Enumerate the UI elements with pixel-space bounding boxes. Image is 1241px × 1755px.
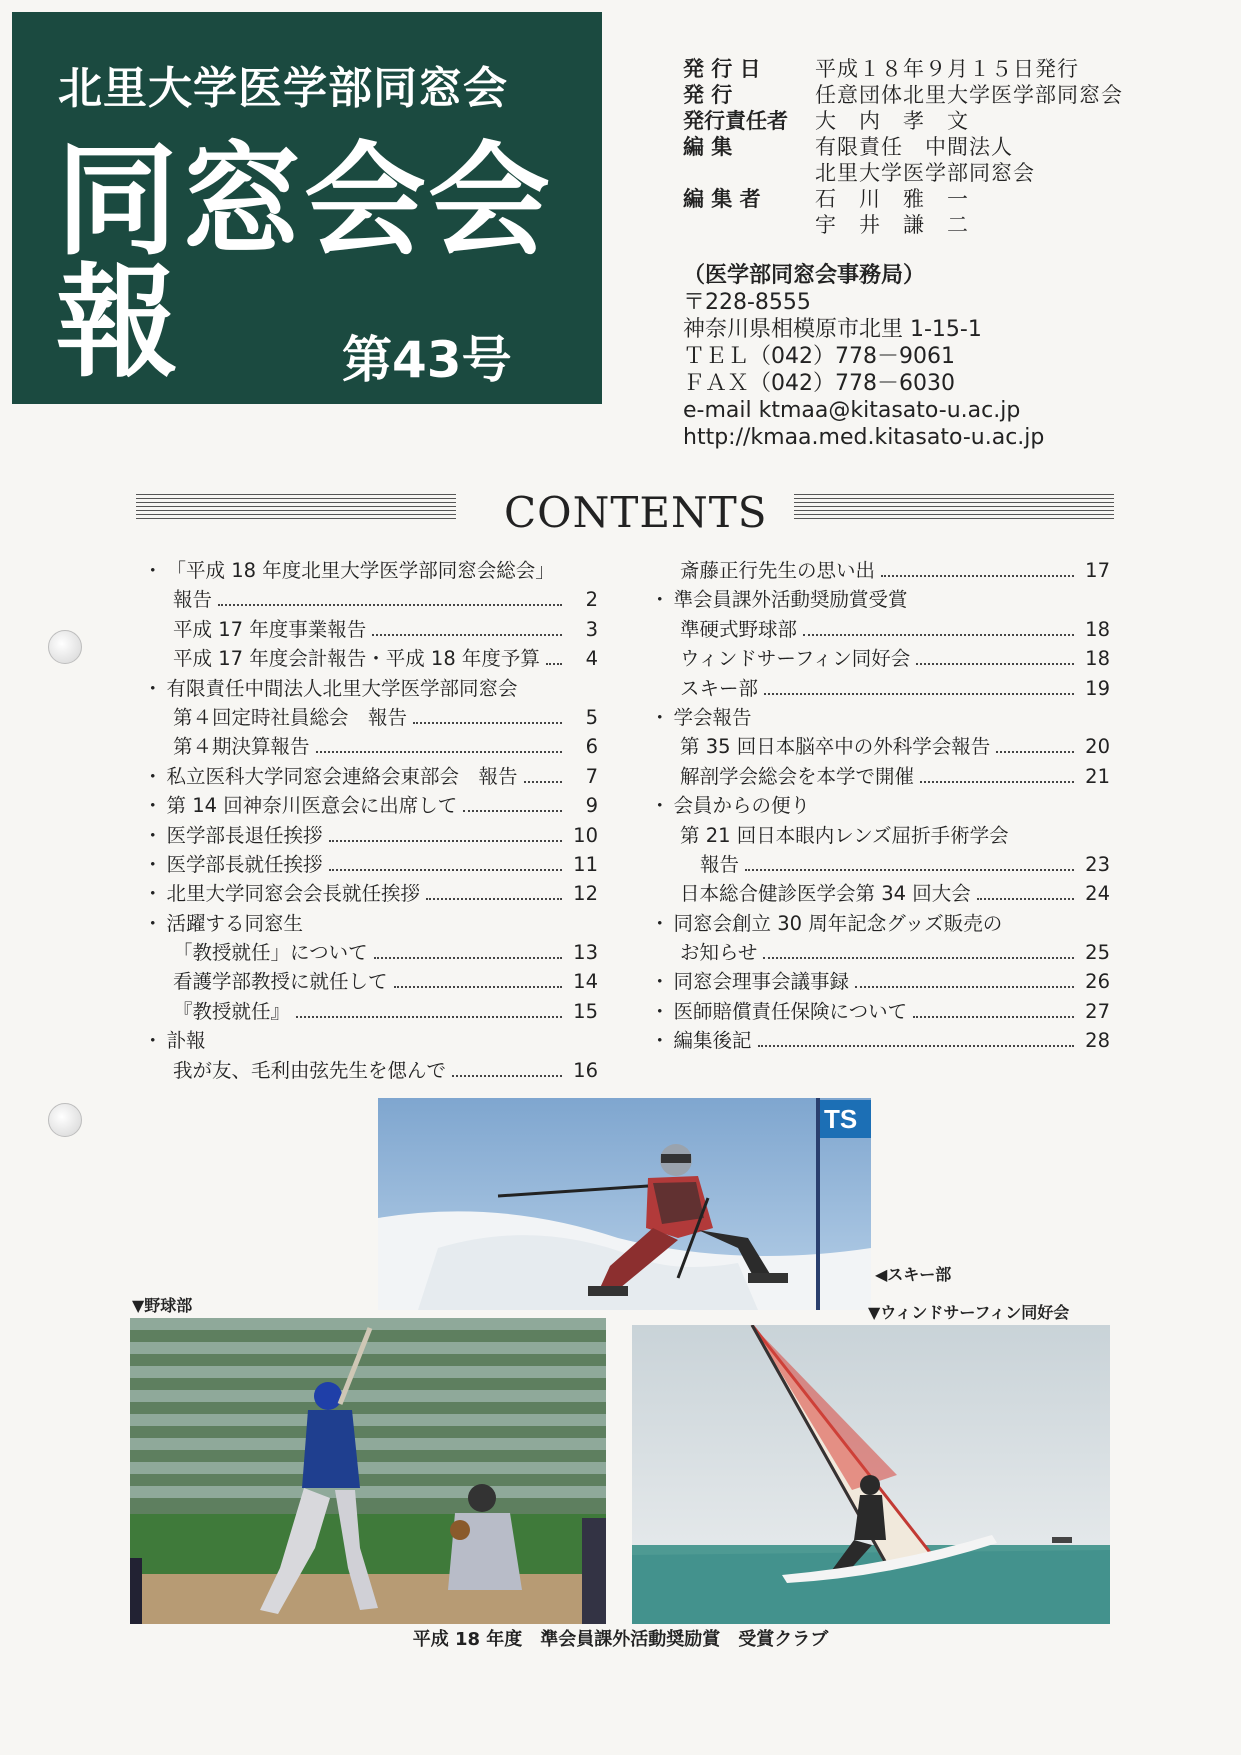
issue-number: 第43号 xyxy=(342,331,512,389)
toc-item[interactable] xyxy=(650,761,1110,790)
toc-item-title xyxy=(700,849,739,877)
toc-item-title xyxy=(167,878,421,906)
toc-item-text: 看護学部教授に就任して xyxy=(173,970,388,994)
toc-page-number: 28 xyxy=(1085,1029,1110,1053)
toc-page-number: 9 xyxy=(585,794,598,818)
toc-item[interactable] xyxy=(650,584,1110,613)
toc-item[interactable] xyxy=(143,1055,598,1084)
toc-leader-dots xyxy=(758,1045,1074,1047)
toc-item-text: 「平成 18 年度北里大学医学部同窓会総会」 xyxy=(166,559,555,582)
toc-item-title xyxy=(680,614,797,642)
toc-leader-dots xyxy=(920,781,1074,783)
bullet-icon: ・ xyxy=(650,705,670,729)
office-tel: ＴＥＬ（042）778－9061 xyxy=(683,344,955,369)
toc-item-title xyxy=(173,966,388,994)
toc-page-number: 2 xyxy=(585,588,598,612)
toc-leader-dots xyxy=(329,840,562,842)
bullet-icon: ・ xyxy=(650,999,670,1023)
toc-item-title xyxy=(167,761,518,789)
toc-item[interactable] xyxy=(650,643,1110,672)
title-block xyxy=(12,12,602,404)
toc-page-number: 17 xyxy=(1085,559,1110,582)
info-value: 任意団体北里大学医学部同窓会 xyxy=(815,83,1123,107)
toc-item-title xyxy=(173,614,366,642)
toc-item[interactable] xyxy=(143,878,598,907)
toc-item-text: 準会員課外活動奨励賞受賞 xyxy=(673,588,908,612)
toc-item[interactable] xyxy=(650,731,1110,760)
toc-page-number: 6 xyxy=(585,735,598,759)
toc-item-text: 報告 xyxy=(700,852,740,876)
bullet-icon: ・ xyxy=(650,1029,670,1053)
contents-title: CONTENTS xyxy=(504,488,768,537)
toc-item[interactable] xyxy=(650,937,1110,966)
toc-item-text: 斎藤正行先生の思い出 xyxy=(680,559,876,582)
toc-leader-dots xyxy=(763,957,1074,959)
toc-leader-dots xyxy=(296,1016,562,1018)
toc-item-text: 有限責任中間法人北里大学医学部同窓会 xyxy=(166,676,518,700)
info-row xyxy=(683,212,1123,238)
bullet-icon: ・ xyxy=(143,559,163,582)
toc-item[interactable] xyxy=(143,731,598,760)
toc-item[interactable] xyxy=(650,820,1110,849)
toc-item-title xyxy=(674,1025,752,1053)
binder-hole xyxy=(48,1103,82,1137)
photos-bottom-caption: 平成 18 年度 準会員課外活動奨励賞 受賞クラブ xyxy=(412,1629,829,1650)
toc-leader-dots xyxy=(329,869,562,871)
toc-item-text: 解剖学会総会を本学で開催 xyxy=(680,764,915,788)
toc-item-title xyxy=(167,849,323,877)
toc-item-text: 編集後記 xyxy=(673,1029,752,1053)
toc-leader-dots xyxy=(218,604,562,606)
office-fax: ＦＡＸ（042）778－6030 xyxy=(683,371,955,396)
toc-item-text: 活躍する同窓生 xyxy=(166,911,304,935)
windsurf-photo xyxy=(632,1325,1110,1624)
toc-item-text: 同窓会創立 30 周年記念グッズ販売の xyxy=(673,911,1003,935)
info-label: 発 行 日 xyxy=(683,57,761,81)
toc-item[interactable] xyxy=(143,761,598,790)
bullet-icon: ・ xyxy=(143,882,163,906)
toc-item-title xyxy=(680,555,875,583)
toc-item[interactable] xyxy=(143,790,598,819)
toc-page-number: 18 xyxy=(1085,647,1110,671)
toc-item-text: 平成 17 年度会計報告・平成 18 年度予算 xyxy=(173,647,540,671)
heading-rule-left xyxy=(136,494,456,522)
toc-item-title xyxy=(173,996,290,1024)
toc-item-title xyxy=(674,908,1003,936)
baseball-photo xyxy=(130,1318,606,1624)
toc-item-title xyxy=(173,584,212,612)
toc-item[interactable] xyxy=(143,937,598,966)
windsurf-illustration xyxy=(632,1325,1110,1624)
toc-leader-dots xyxy=(855,986,1074,988)
toc-page-number: 3 xyxy=(585,617,598,641)
toc-leader-dots xyxy=(452,1075,562,1077)
info-row xyxy=(683,82,1123,108)
bullet-icon: ・ xyxy=(143,764,163,788)
toc-item[interactable] xyxy=(143,996,598,1025)
toc-item[interactable] xyxy=(143,966,598,995)
toc-item-text: お知らせ xyxy=(680,941,758,965)
toc-page-number: 25 xyxy=(1085,941,1110,965)
toc-item-text: 第４期決算報告 xyxy=(173,735,310,759)
toc-item[interactable] xyxy=(650,702,1110,731)
bullet-icon: ・ xyxy=(143,911,163,935)
toc-item-text: 「教授就任」について xyxy=(173,941,368,965)
toc-item-title xyxy=(167,908,304,936)
info-value: 宇 井 謙 二 xyxy=(815,213,969,237)
ski-illustration xyxy=(378,1098,871,1310)
toc-item-text: 『教授就任』 xyxy=(173,999,291,1023)
toc-item[interactable] xyxy=(650,996,1110,1025)
toc-page-number: 16 xyxy=(573,1058,598,1082)
toc-item[interactable] xyxy=(143,908,598,937)
toc-page-number: 21 xyxy=(1085,764,1110,788)
info-value: 有限責任 中間法人 xyxy=(815,135,1013,159)
toc-item-title xyxy=(167,555,555,583)
organization-name: 北里大学医学部同窓会 xyxy=(58,63,508,114)
toc-page-number: 20 xyxy=(1085,735,1110,759)
info-row xyxy=(683,108,1123,134)
newsletter-title: 同窓会会報 xyxy=(56,130,552,394)
toc-item-title xyxy=(680,673,758,701)
ski-photo xyxy=(378,1098,871,1310)
toc-item-text: 訃報 xyxy=(166,1029,206,1053)
toc-item-title xyxy=(680,937,757,965)
toc-leader-dots xyxy=(372,634,562,636)
toc-item-text: 医学部長就任挨拶 xyxy=(166,852,323,876)
bullet-icon: ・ xyxy=(650,588,670,612)
bullet-icon: ・ xyxy=(143,1029,163,1053)
bullet-icon: ・ xyxy=(650,911,670,935)
toc-item-title xyxy=(173,1055,446,1083)
toc-page-number: 4 xyxy=(585,647,598,671)
toc-item-title xyxy=(167,673,518,701)
toc-item-title xyxy=(173,731,310,759)
info-row xyxy=(683,56,1123,82)
bullet-icon: ・ xyxy=(650,794,670,818)
toc-item-title xyxy=(680,731,990,759)
toc-page-number: 24 xyxy=(1085,882,1110,906)
toc-item-text: 医学部長退任挨拶 xyxy=(166,823,323,847)
toc-item-title xyxy=(167,790,458,818)
toc-page-number: 12 xyxy=(573,882,598,906)
office-url[interactable]: http://kmaa.med.kitasato-u.ac.jp xyxy=(683,425,1045,450)
toc-item-title xyxy=(674,966,850,994)
toc-leader-dots xyxy=(426,898,562,900)
toc-leader-dots xyxy=(546,663,562,665)
toc-leader-dots xyxy=(374,957,562,959)
toc-item[interactable] xyxy=(143,820,598,849)
toc-item-text: 第 21 回日本眼内レンズ屈折手術学会 xyxy=(680,823,1009,847)
toc-leader-dots xyxy=(413,722,562,724)
toc-item-title xyxy=(674,996,908,1024)
toc-item-text: 第４回定時社員総会 報告 xyxy=(173,705,408,729)
bullet-icon: ・ xyxy=(143,852,163,876)
toc-right-column xyxy=(650,555,1110,1055)
bullet-icon: ・ xyxy=(650,970,670,994)
toc-item-title xyxy=(173,937,368,965)
toc-item[interactable] xyxy=(650,790,1110,819)
office-address: 神奈川県相模原市北里 1-15-1 xyxy=(683,317,982,342)
baseball-illustration xyxy=(130,1318,606,1624)
toc-page-number: 10 xyxy=(573,823,598,847)
toc-page-number: 15 xyxy=(573,999,598,1023)
toc-item[interactable] xyxy=(143,584,598,613)
toc-item-text: ウィンドサーフィン同好会 xyxy=(680,647,911,671)
bullet-icon: ・ xyxy=(143,823,163,847)
toc-page-number: 27 xyxy=(1085,999,1110,1023)
info-label: 編 集 xyxy=(683,135,733,159)
toc-item-text: スキー部 xyxy=(680,676,759,700)
toc-item[interactable] xyxy=(143,849,598,878)
toc-item[interactable] xyxy=(143,1025,598,1054)
info-label xyxy=(683,160,815,186)
toc-item-text: 第 35 回日本脳卒中の外科学会報告 xyxy=(680,735,991,759)
toc-item-text: 報告 xyxy=(173,588,213,612)
toc-item[interactable] xyxy=(143,673,598,702)
toc-item-text: 北里大学同窓会会長就任挨拶 xyxy=(166,882,421,906)
toc-item-text: 日本総合健診医学会第 34 回大会 xyxy=(680,882,971,906)
toc-item-text: 同窓会理事会議事録 xyxy=(673,970,850,994)
office-postal: 〒228-8555 xyxy=(683,290,811,315)
toc-item-title xyxy=(680,878,971,906)
info-value: 平成１８年９月１５日発行 xyxy=(815,57,1079,81)
flag-text: TS xyxy=(824,1104,858,1134)
toc-item-text: 平成 17 年度事業報告 xyxy=(173,617,367,641)
bullet-icon: ・ xyxy=(143,676,163,700)
toc-item-title xyxy=(674,790,811,818)
info-row xyxy=(683,186,1123,212)
toc-item[interactable] xyxy=(650,849,1110,878)
toc-page-number: 13 xyxy=(573,941,598,965)
office-contact xyxy=(683,262,1044,451)
toc-left-column xyxy=(143,555,598,1084)
toc-item[interactable] xyxy=(143,614,598,643)
toc-page-number: 26 xyxy=(1085,970,1110,994)
office-email[interactable]: e-mail ktmaa@kitasato-u.ac.jp xyxy=(683,398,1021,423)
toc-leader-dots xyxy=(881,575,1074,577)
toc-item-title xyxy=(680,643,910,671)
ski-caption: ◀スキー部 xyxy=(875,1265,952,1284)
info-label: 編 集 者 xyxy=(683,187,761,211)
bullet-icon: ・ xyxy=(143,794,163,818)
toc-item-title xyxy=(680,820,1009,848)
toc-leader-dots xyxy=(916,663,1074,665)
toc-page-number: 14 xyxy=(573,970,598,994)
toc-page-number: 23 xyxy=(1085,852,1110,876)
toc-item[interactable] xyxy=(650,878,1110,907)
toc-page-number: 11 xyxy=(573,852,598,876)
office-name: （医学部同窓会事務局） xyxy=(683,263,926,288)
toc-item-text: 我が友、毛利由弦先生を偲んで xyxy=(173,1058,447,1082)
info-value: 北里大学医学部同窓会 xyxy=(815,161,1035,185)
toc-item[interactable] xyxy=(143,643,598,672)
toc-leader-dots xyxy=(745,869,1074,871)
toc-leader-dots xyxy=(996,751,1074,753)
toc-item-text: 学会報告 xyxy=(673,705,752,729)
toc-item-text: 私立医科大学同窓会連絡会東部会 報告 xyxy=(166,764,518,788)
info-label: 発行責任者 xyxy=(683,109,788,133)
toc-leader-dots xyxy=(394,986,562,988)
toc-leader-dots xyxy=(764,693,1074,695)
toc-item[interactable] xyxy=(143,702,598,731)
publication-info xyxy=(683,56,1123,238)
toc-page-number: 18 xyxy=(1085,617,1110,641)
toc-item[interactable] xyxy=(650,908,1110,937)
baseball-caption: ▼野球部 xyxy=(132,1296,193,1315)
info-value: 石 川 雅 一 xyxy=(815,187,969,211)
toc-item-text: 準硬式野球部 xyxy=(680,617,798,641)
toc-item-title xyxy=(674,584,908,612)
info-row xyxy=(683,160,1123,186)
toc-item[interactable] xyxy=(650,1025,1110,1054)
toc-page-number: 19 xyxy=(1085,676,1110,700)
toc-item-title xyxy=(167,1025,206,1053)
toc-item[interactable] xyxy=(650,555,1110,584)
toc-leader-dots xyxy=(977,898,1074,900)
toc-item-title xyxy=(167,820,323,848)
toc-leader-dots xyxy=(316,751,562,753)
toc-item-title xyxy=(674,702,752,730)
toc-item[interactable] xyxy=(650,614,1110,643)
binder-hole xyxy=(48,630,82,664)
toc-item[interactable] xyxy=(650,673,1110,702)
toc-page-number: 7 xyxy=(585,764,598,788)
toc-item-title xyxy=(173,702,407,730)
contents-heading xyxy=(136,488,1114,538)
heading-rule-right xyxy=(794,494,1114,522)
toc-item[interactable] xyxy=(143,555,598,584)
info-row xyxy=(683,134,1123,160)
toc-leader-dots xyxy=(803,634,1074,636)
toc-item-title xyxy=(173,643,540,671)
toc-page-number: 5 xyxy=(585,705,598,729)
toc-leader-dots xyxy=(524,781,562,783)
windsurf-caption: ▼ウィンドサーフィン同好会 xyxy=(868,1303,1070,1322)
toc-leader-dots xyxy=(463,810,562,812)
toc-item-title xyxy=(680,761,914,789)
toc-leader-dots xyxy=(913,1016,1074,1018)
toc-item-text: 第 14 回神奈川医意会に出席して xyxy=(166,794,458,818)
info-label: 発 行 xyxy=(683,83,733,107)
toc-item-text: 会員からの便り xyxy=(673,794,811,818)
info-label xyxy=(683,212,815,238)
toc-item[interactable] xyxy=(650,966,1110,995)
info-value: 大 内 孝 文 xyxy=(815,109,969,133)
toc-item-text: 医師賠償責任保険について xyxy=(673,999,908,1023)
